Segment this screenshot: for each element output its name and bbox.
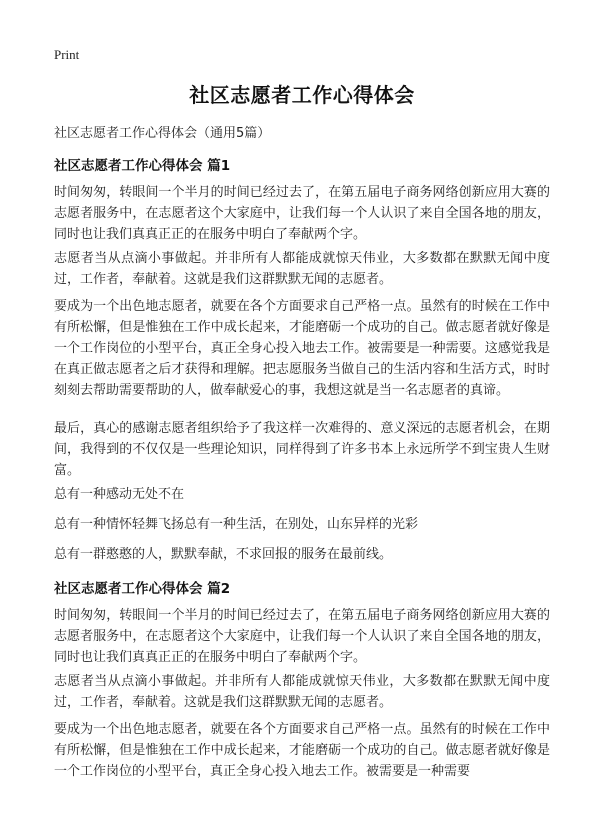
paragraph: 志愿者当从点滴小事做起。并非所有人都能成就惊天伟业，大多数都在默默无闻中度过，工作者，奉献着。这就是我们这群默默无闻的志愿者。 [54, 674, 550, 710]
paragraph: 志愿者当从点滴小事做起。并非所有人都能成就惊天伟业，大多数都在默默无闻中度过，工作者，奉献着。这就是我们这群默默无闻的志愿者。 [54, 251, 550, 287]
paragraph: 时间匆匆，转眼间一个半月的时间已经过去了，在第五届电子商务网络创新应用大赛的志愿者服务中，在志愿者这个大家庭中，让我们每一个人认识了来自全国各地的朋友，同时也让我们真真正正的在服务中明白了奉献两个字。 [54, 608, 550, 665]
section-heading-1: 社区志愿者工作心得体会 篇1 [54, 158, 231, 174]
paragraph: 总有一种情怀轻舞飞扬总有一种生活，在别处，山东异样的光彩 [54, 517, 419, 532]
paragraph: 时间匆匆，转眼间一个半月的时间已经过去了，在第五届电子商务网络创新应用大赛的志愿者服务中，在志愿者这个大家庭中，让我们每一个人认识了来自全国各地的朋友，同时也让我们真真正正的在服务中明白了奉献两个字。 [54, 185, 550, 242]
section-heading-2: 社区志愿者工作心得体会 篇2 [54, 581, 231, 597]
document-subtitle: 社区志愿者工作心得体会（通用5篇） [54, 126, 271, 141]
paragraph: 总有一群憨憨的人，默默奉献，不求回报的服务在最前线。 [54, 547, 393, 562]
paragraph: 要成为一个出色地志愿者，就要在各个方面要求自己严格一点。虽然有的时候在工作中有所松懈，但是惟独在工作中成长起来，才能磨砺一个成功的自己。做志愿者就好像是一个工作岗位的小型平台，真正全身心投入地去工作。被需要是一种需要。这感觉我是在真正做志愿者之后才获得和理解。把志愿服务当做自己的生活内容和生活方式，时时刻刻去帮助需要帮助的人，做奉献爱心的事，我想这就是当一名志愿者的真谛。 [54, 299, 550, 398]
print-label: Print [54, 47, 80, 62]
paragraph: 要成为一个出色地志愿者，就要在各个方面要求自己严格一点。虽然有的时候在工作中有所松懈，但是惟独在工作中成长起来，才能磨砺一个成功的自己。做志愿者就好像是一个工作岗位的小型平台，真正全身心投入地去工作。被需要是一种需要 [54, 722, 550, 779]
paragraph: 总有一种感动无处不在 [54, 487, 185, 502]
document-title: 社区志愿者工作心得体会 [189, 83, 415, 107]
paragraph: 最后，真心的感谢志愿者组织给予了我这样一次难得的、意义深远的志愿者机会，在期间，我得到的不仅仅是一些理论知识，同样得到了许多书本上永远所学不到宝贵人生财富。 [54, 421, 550, 478]
